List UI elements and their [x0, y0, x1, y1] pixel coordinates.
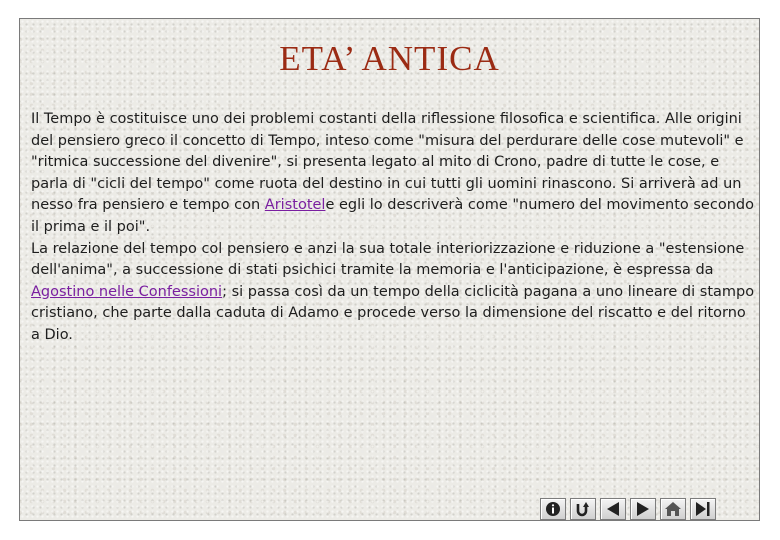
previous-button[interactable]	[600, 498, 626, 520]
info-icon	[545, 501, 561, 517]
paragraph-2	[31, 239, 756, 347]
paragraph-2-text-end: ; si passa così da un tempo della ciclicità pagana a uno lineare di stampo cristiano, che parte dalla caduta di Adamo e procede verso la dimensione del riscatto e del ritorno a Dio.	[31, 283, 755, 343]
home-button[interactable]	[660, 498, 686, 520]
return-button[interactable]	[570, 498, 596, 520]
paragraph-2-text: La relazione del tempo col pensiero e anzi la sua totale interiorizzazione e riduzione a "estensione dell'anima", a successione di stati psichici tramite la memoria e l'anticipazione, è espressa da	[31, 240, 745, 279]
info-button[interactable]	[540, 498, 566, 520]
agostino-link[interactable]: Agostino nelle Confessioni	[31, 283, 223, 300]
paragraph-1-text-end: e egli lo descriverà come "numero del movimento secondo il prima e il poi".	[31, 197, 754, 235]
paragraph-1	[31, 109, 756, 239]
slide-body	[31, 109, 756, 347]
triangle-right-icon	[635, 501, 651, 517]
return-arrow-icon	[574, 501, 592, 517]
skip-end-icon	[695, 501, 711, 517]
home-icon	[664, 501, 682, 517]
slide	[19, 18, 760, 521]
last-slide-button[interactable]	[690, 498, 716, 520]
navigation-bar	[540, 498, 716, 520]
next-button[interactable]	[630, 498, 656, 520]
paragraph-1-text: Il Tempo è costituisce uno dei problemi costanti della riflessione filosofica e scientifica. Alle origini del pensiero greco il concetto di Tempo, inteso come "misura del perdurare delle cose mutevoli" e "ritmica successione del divenire", si presenta legato al mito di Crono, padre di tutte le cose, e parla di "cicli del tempo" come ruota del destino in cui tutti gli uomini rinascono. Si arriverà ad un nesso fra pensiero e tempo con	[31, 111, 744, 214]
aristotele-link[interactable]: Aristotel	[264, 197, 326, 214]
slide-title: ETA’ ANTICA	[279, 39, 500, 78]
triangle-left-icon	[605, 501, 621, 517]
